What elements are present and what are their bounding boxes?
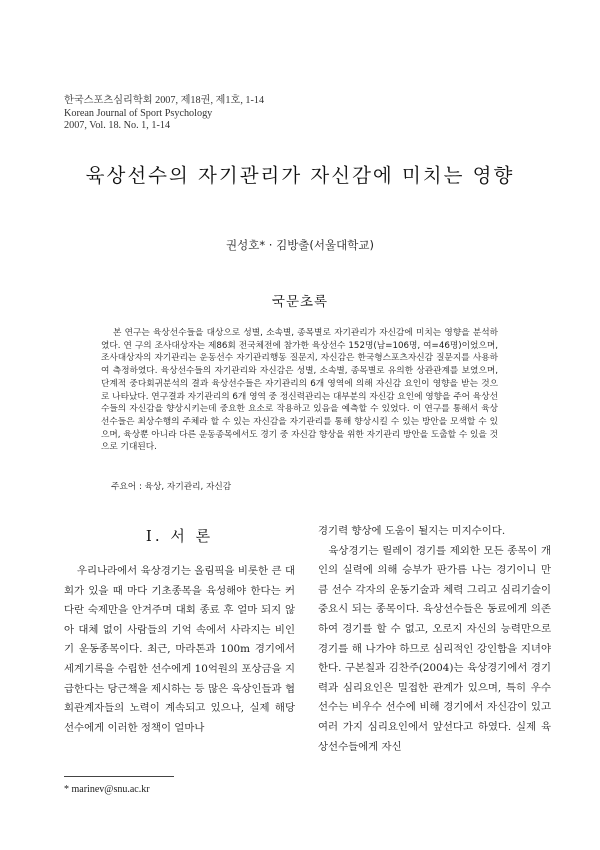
journal-name-english: Korean Journal of Sport Psychology <box>64 107 213 119</box>
abstract-body: 본 연구는 육상선수들을 대상으로 성별, 소속별, 종목별로 자기관리가 자신감에 미치는 영향을 분석하였다. 연 구의 조사대상자는 제86회 전국체전에 참가한 육상선수 152명(남=106명, 여=46명)이었으며, 조사대상자의 자기관리는 운동선수 자기관리행동 질문지, 자신감은 한국형스포츠자신감 질문지를 사용하여 측정하였다. 육상선수들의 자기관리와 자신감은 성별, 소속별, 종목별로 유의한 상관관계를 보였으며, 단계적 중다회귀분석의 결과 육상선수들은 자기관리의 6개 영역에 의해 자신감 요인이 영향을 받는 것으로 나타났다. 연구결과 자기관리의 6개 영역 중 정신력관리는 대부분의 자신감 요인에 영향을 주어 육상선수들의 자신감을 향상시키는데 중요한 요소로 작용하고 있음을 예측할 수 있었다. 이 연구를 통해서 육상선수들은 최상수행의 주체라 할 수 있는 자신감을 자기관리를 통해 향상시킬 수 있는 방안을 모색할 수 있으며, 육상뿐 아니라 다른 운동종목에서도 경기 중 자신감 향상을 위한 자기관리 방안을 도출할 수 있을 것으로 기대된다. <box>101 328 498 453</box>
keywords: 주요어 : 육상, 자기관리, 자신감 <box>111 482 232 492</box>
right-column-paragraph-text: 육상경기는 릴레이 경기를 제외한 모든 종목이 개인의 실력에 의해 승부가 판가름 나는 경기이니 만큼 선수 각자의 운동기술과 체력 그리고 심리기술이 중요시 되는 종목이다. 육상선수들은 동료에게 의존하여 경기를 할 수 없고, 오로지 자신의 능력만으로 경기를 해 나가야 하므로 심리적인 강인함을 지녀야 한다. 구본칠과 김찬주(2004)는 육상경기에서 경기력과 심리요인은 밀접한 관계가 있으며, 특히 우수 선수는 비우수 선수에 비해 경기에서 자신감이 있고 여러 가지 심리요인에서 앞선다고 하였다. 실제 육상선수들에게 자신 <box>318 544 551 753</box>
paper-title: 육상선수의 자기관리가 자신감에 미치는 영향 <box>85 164 515 187</box>
journal-header <box>64 95 264 133</box>
body-right-column <box>318 522 551 757</box>
footnote-rule <box>64 776 174 777</box>
section-heading-introduction: I. 서 론 <box>145 527 214 545</box>
abstract-heading: 국문초록 <box>271 294 329 310</box>
right-column-paragraph <box>318 542 551 758</box>
journal-volume-english: 2007, Vol. 18. No. 1, 1-14 <box>64 120 171 132</box>
paper-authors: 권성호* · 김방출(서울대학교) <box>226 238 374 252</box>
footnote-email: * marinev@snu.ac.kr <box>64 784 150 795</box>
body-left-column: 우리나라에서 육상경기는 올림픽을 비롯한 큰 대회가 있을 때 마다 기초종목을 육성해야 한다는 커다란 숙제만을 안겨주며 대회 종료 후 얼마 되지 않아 대체 없이 사람들의 기억 속에서 사라지는 비인기 운동종목이다. 최근, 마라톤과 100m 경기에서 세계기록을 수립한 선수에게 10억원의 포상금을 지급한다는 당근책을 제시하는 등 많은 육상인들과 협회관계자들의 노력이 계속되고 있으나, 실제 해당 선수에게 이러한 정책이 얼마나 <box>64 565 295 734</box>
right-column-continuation: 경기력 향상에 도움이 될지는 미지수이다. <box>318 525 506 537</box>
journal-citation-korean: 한국스포츠심리학회 2007, 제18권, 제1호, 1-14 <box>64 95 265 106</box>
